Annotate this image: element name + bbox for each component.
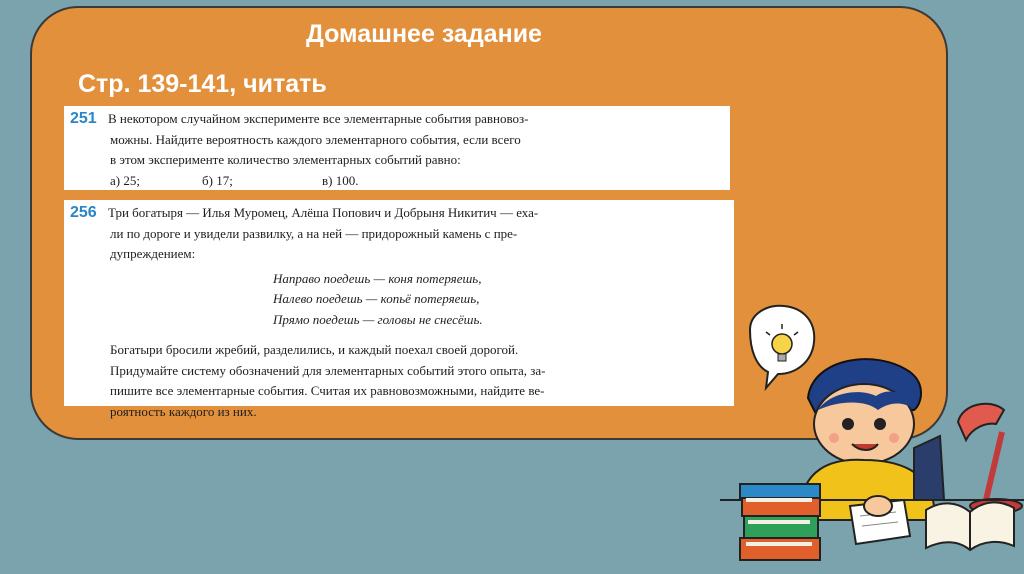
- task-256-number: 256: [70, 204, 97, 221]
- slide-subtitle: Стр. 139-141, читать: [78, 70, 327, 98]
- option-a: а) 25;: [110, 172, 140, 188]
- task-256-tail-4: роятность каждого из них.: [110, 403, 257, 419]
- poem-line-3: Прямо поедешь — головы не снесёшь.: [273, 311, 483, 327]
- task-251-box: [64, 106, 730, 190]
- task-251-line-1: 251 В некотором случайном эксперименте все элементарные события равновоз-: [70, 109, 722, 130]
- lightbulb-icon: [750, 306, 814, 388]
- task-256-line-2: ли по дороге и увидели развилку, а на ней — придорожный камень с пре-: [110, 225, 518, 241]
- poem-line-2: Налево поедешь — копьё потеряешь,: [273, 291, 480, 306]
- task-251-options: [70, 171, 722, 192]
- option-b: б) 17;: [202, 172, 233, 188]
- task-256-box: [64, 200, 734, 419]
- task-256-line-1: 256 Три богатыря — Илья Муромец, Алёша Попович и Добрыня Никитич — еха-: [70, 203, 726, 224]
- book-stack-icon: [740, 484, 820, 560]
- slide-title: Домашнее задание: [306, 20, 542, 48]
- task-256-tail-2: Придумайте систему обозначений для элементарных событий этого опыта, за-: [110, 362, 546, 378]
- task-251-number: 251: [70, 110, 97, 127]
- student-illustration: [700, 300, 1024, 574]
- poem-line-1: Направо поедешь — коня потеряешь,: [273, 270, 482, 286]
- option-c: в) 100.: [322, 172, 359, 188]
- task-256-tail-3: пишите все элементарные события. Считая их равновозможными, найдите ве-: [110, 383, 545, 398]
- task-256-tail-1: Богатыри бросили жребий, разделились, и каждый поехал своей дорогой.: [110, 342, 519, 357]
- task-256-line-3: дупреждением:: [110, 246, 196, 261]
- task-251-line-2: можны. Найдите вероятность каждого элементарного события, если всего: [110, 131, 521, 147]
- task-251-line-3: в этом эксперименте количество элементарных событий равно:: [110, 152, 461, 167]
- student-figure: [800, 359, 944, 520]
